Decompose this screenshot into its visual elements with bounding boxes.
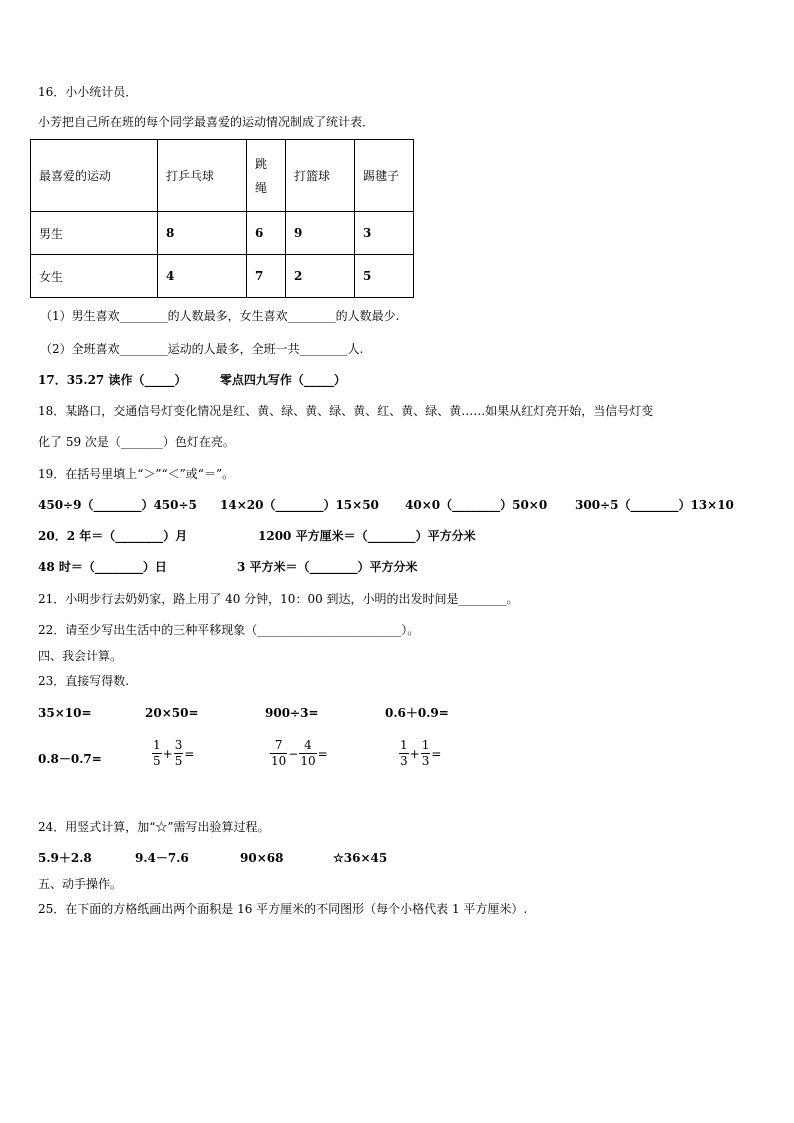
q19-item: 14×20（________）15×50 bbox=[220, 498, 379, 512]
equals-sign: = bbox=[184, 746, 195, 761]
q17: 17．35.27 读作（_____） 零点四九写作（_____） bbox=[38, 373, 346, 387]
table-cell: 4 bbox=[158, 255, 247, 298]
table-row bbox=[31, 255, 414, 298]
q23-item: 900÷3= bbox=[265, 706, 319, 720]
q24-title: 24．用竖式计算，加“☆”需写出验算过程。 bbox=[38, 820, 270, 834]
fraction-expression bbox=[270, 738, 329, 769]
fraction bbox=[299, 738, 316, 769]
denominator: 10 bbox=[271, 754, 287, 768]
denominator: 5 bbox=[153, 754, 161, 768]
q21: 21．小明步行去奶奶家，路上用了 40 分钟，10：00 到达，小明的出发时间是________。 bbox=[38, 592, 519, 606]
fraction bbox=[174, 738, 184, 769]
table-cell: 2 bbox=[286, 255, 355, 298]
denominator: 5 bbox=[174, 754, 183, 768]
table-cell: 打篮球 bbox=[286, 140, 355, 212]
q23-item: 35×10= bbox=[38, 706, 92, 720]
table-row bbox=[31, 212, 414, 255]
table-cell: 跳 绳 bbox=[247, 140, 286, 212]
q18-line1: 18．某路口，交通信号灯变化情况是红、黄、绿、黄、绿、黄、红、黄、绿、黄……如果从红灯亮开始，当信号灯变 bbox=[38, 404, 654, 418]
q16-sub1: （1）男生喜欢________的人数最多，女生喜欢________的人数最少. bbox=[40, 309, 400, 323]
q22: 22．请至少写出生活中的三种平移现象（________________________）。 bbox=[38, 623, 420, 637]
section-5-heading: 五、动手操作。 bbox=[38, 877, 123, 891]
sports-stat-table bbox=[30, 139, 414, 298]
table-cell: 7 bbox=[247, 255, 286, 298]
q23-item: 20×50= bbox=[145, 706, 199, 720]
numerator: 3 bbox=[174, 738, 183, 752]
table-cell: 9 bbox=[286, 212, 355, 255]
q18-line2: 化了 59 次是（_______）色灯在亮。 bbox=[38, 435, 235, 449]
q16-title: 16．小小统计员． bbox=[38, 85, 138, 99]
q23-item: 0.6＋0.9= bbox=[385, 706, 449, 720]
denominator: 10 bbox=[300, 754, 316, 768]
numerator: 4 bbox=[304, 738, 312, 752]
table-cell: 踢毽子 bbox=[355, 140, 414, 212]
table-cell: 6 bbox=[247, 212, 286, 255]
fraction bbox=[152, 738, 162, 769]
q19-title: 19．在括号里填上“＞”“＜”或“＝”。 bbox=[38, 467, 235, 481]
table-cell: 3 bbox=[355, 212, 414, 255]
fraction-expression bbox=[152, 738, 195, 769]
table-cell: 男生 bbox=[31, 212, 158, 255]
table-cell: 5 bbox=[355, 255, 414, 298]
numerator: 7 bbox=[274, 738, 283, 752]
denominator: 3 bbox=[421, 754, 430, 768]
operator: − bbox=[288, 746, 299, 761]
table-cell: 打乒乓球 bbox=[158, 140, 247, 212]
q24-item: 9.4－7.6 bbox=[135, 851, 189, 865]
q16-intro: 小芳把自己所在班的每个同学最喜爱的运动情况制成了统计表． bbox=[38, 115, 375, 129]
fraction bbox=[270, 738, 287, 769]
q19-item: 300÷5（________）13×10 bbox=[575, 498, 734, 512]
numerator: 1 bbox=[400, 738, 408, 752]
fraction bbox=[421, 738, 431, 769]
table-cell: 女生 bbox=[31, 255, 158, 298]
q23-item: 0.8－0.7= bbox=[38, 752, 102, 766]
q24-item: ☆36×45 bbox=[333, 851, 388, 865]
q20-item: 3 平方米＝（________）平方分米 bbox=[237, 560, 418, 574]
q24-item: 5.9＋2.8 bbox=[38, 851, 92, 865]
table-cell: 8 bbox=[158, 212, 247, 255]
section-4-heading: 四、我会计算。 bbox=[38, 649, 123, 663]
q20-item: 1200 平方厘米＝（________）平方分米 bbox=[258, 529, 476, 543]
table-cell: 最喜爱的运动 bbox=[31, 140, 158, 212]
operator: + bbox=[162, 746, 173, 761]
operator: + bbox=[409, 746, 420, 761]
q20-item: 48 时＝（________）日 bbox=[38, 560, 167, 574]
fraction bbox=[399, 738, 409, 769]
numerator: 1 bbox=[153, 738, 161, 752]
fraction-expression bbox=[399, 738, 442, 769]
table-header-row bbox=[31, 140, 414, 212]
numerator: 1 bbox=[421, 738, 430, 752]
denominator: 3 bbox=[400, 754, 408, 768]
equals-sign: = bbox=[431, 746, 442, 761]
q20-item: 20．2 年＝（________）月 bbox=[38, 529, 188, 543]
q19-item: 450÷9（________）450÷5 bbox=[38, 498, 197, 512]
q19-item: 40×0（________）50×0 bbox=[405, 498, 548, 512]
q25: 25．在下面的方格纸画出两个面积是 16 平方厘米的不同图形（每个小格代表 1 平方厘米）. bbox=[38, 902, 528, 916]
q24-item: 90×68 bbox=[240, 851, 284, 865]
q23-title: 23．直接写得数. bbox=[38, 674, 130, 688]
q16-sub2: （2）全班喜欢________运动的人最多，全班一共________人. bbox=[40, 342, 364, 356]
equals-sign: = bbox=[317, 746, 328, 761]
